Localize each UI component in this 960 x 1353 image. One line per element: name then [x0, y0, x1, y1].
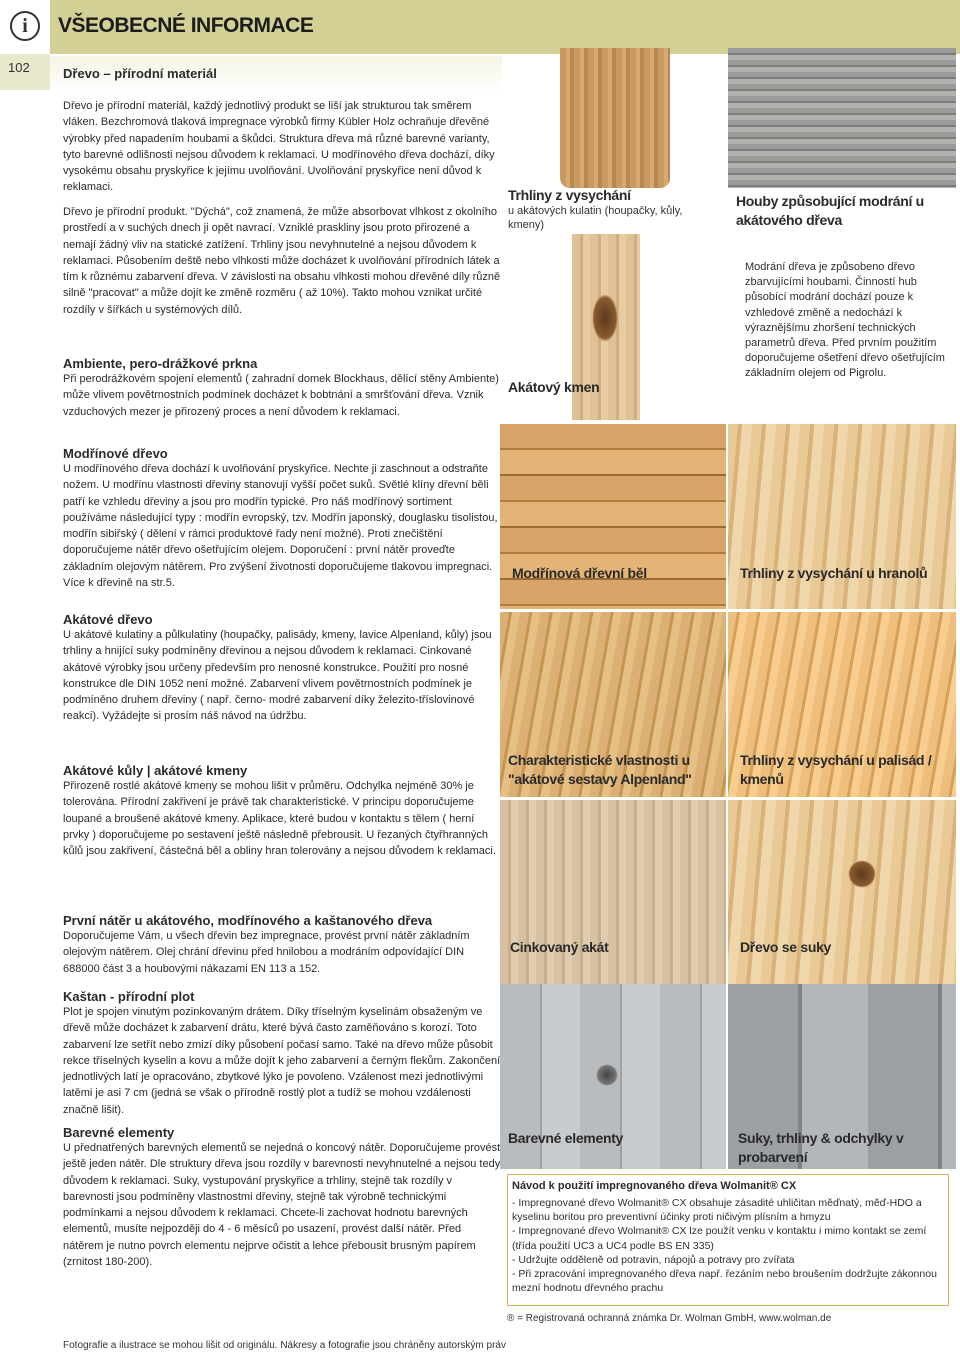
photo-knotty-wood: [728, 800, 956, 985]
section-heading-chestnut: Kaštan - přírodní plot: [63, 989, 195, 1004]
paragraph-acacia-posts: Přirozeně rostlé akátové kmeny se mohou lišit v průměru. Odchylka nejméně 30% je tolerována. Přírodní zakřivení je právě tak charakteristické. V principu doporučujeme loupané a broušené akátové kmeny. Aplikace, které budou v kontaktu s tělem ( herní prvky ) doporučujeme po sestavení ještě následně přebrousit. U řezaných čtyřhranných kůlů jsou zakřivení, částečná běl a obliny hran tolerovány a nejsou důvodem k reklamaci.: [63, 780, 496, 858]
notice-list: [512, 1196, 947, 1295]
paragraph-acacia: U akátové kulatiny a půlkulatiny (houpačky, palisády, kmeny, lavice Alpenland, kůly) jsou trhliny a hnijící suky podmíněny dřevinou a nejsou důvodem k reklamaci. Cinkované akátové výrobky jsou určeny především pro nenosné konstrukce. Použití pro nosné konstrukce dle DIN 1052 není možné. Zabarvení vlivem povětrnostních podmínek je podmíněno druhem dřeviny ( např. černo- modré zabarvení díky železito-tříslovinové reakci). Vyžádejte si prosím náš návod na údržbu.: [63, 629, 492, 723]
caption-colored-elements: Barevné elementy: [508, 1130, 624, 1146]
section-heading-larch: Modřínové dřevo: [63, 446, 168, 461]
notice-item: - Při zpracování impregnovaného dřeva např. řezáním nebo broušením dodržujte zákonnou mezní hodnotu dřevného prachu: [512, 1268, 937, 1295]
section-heading-wood: Dřevo – přírodní materiál: [63, 66, 217, 81]
registered-trademark-note: ® = Registrovaná ochranná známka Dr. Wolman GmbH, www.wolman.de: [507, 1313, 832, 1324]
footer-disclaimer: Fotografie a ilustrace se mohou lišit od originálu. Nákresy a fotografie jsou chráněny autorským práv: [63, 1340, 506, 1351]
caption-blue-stain: Houby způsobující modrání u akátového dřeva: [736, 193, 924, 228]
section-heading-acacia-posts: Akátové kůly | akátové kmeny: [63, 763, 248, 778]
paragraph-first-coat: Doporučujeme Vám, u všech dřevin bez impregnace, provést první nátěr základním olejovým nátěrem. Olej chrání dřevinu před hnilobou a modráním odpovídající DIN 688000 část 3 a houbovými nákazami EN 113 a 152.: [63, 930, 470, 975]
notice-title: Návod k použití impregnovaného dřeva Wolmanit® CX: [512, 1180, 797, 1192]
paragraph-ambiente: Při perodrážkovém spojení elementů ( zahradní domek Blockhaus, dělící stěny Ambiente) může vlivem povětrnostních podmínek docházet k bobtnání a smršťování dřeva. Vznik vzduchových mezer je přirozený proces a není důvodem k reklamaci.: [63, 373, 499, 418]
section-heading-colored: Barevné elementy: [63, 1125, 175, 1140]
photo-acacia-crack: [560, 48, 670, 188]
caption-drying-cracks: Trhliny z vysychání: [508, 187, 631, 203]
section-heading-ambiente: Ambiente, pero-drážkové prkna: [63, 356, 258, 371]
page-title: VŠEOBECNÉ INFORMACE: [58, 14, 314, 37]
paragraph-chestnut: Plot je spojen vinutým pozinkovaným drátem. Díky tříselným kyselinám obsaženým ve dřevě může docházet k zabarvení drátu, které bývá často zaměňováno s korozí. Toto zabarvení lze setřít nebo zmizí díky působení počasí samo. Také na dřevo může působit rekce tříselných kyselin a kovu a může dojít k jeho zabarvení a černým flekům. Zakončení jednotlivých latí je opracováno, zbytkové lýko je povoleno. Vzálenost mezi jednotlivými latěmi je asi 7 cm (jedná se však o přírodně rostlý plot a tudíž se mohou vzdálenosti značně lišit).: [63, 1006, 501, 1116]
caption-knotty-wood: Dřevo se suky: [740, 939, 832, 955]
caption-larch-sapwood: Modřínová dřevní běl: [512, 565, 647, 581]
caption-finger-jointed-acacia: Cinkovaný akát: [510, 939, 609, 955]
notice-item: - Impregnované dřevo Wolmanit® CX lze použít venku v kontaktu i mimo kontakt se zemí (třída použití UC3 a UC4 podle BS EN 335): [512, 1225, 927, 1252]
section-heading-first-coat: První nátěr u akátového, modřínového a kaštanového dřeva: [63, 913, 433, 928]
paragraph-colored: U přednatřených barevných elementů se nejedná o koncový nátěr. Doporučujeme provést ještě jeden nátěr. Dle struktury dřeva jsou rozdíly v barevnosti nevyhnutelné a nejsou tedy důvodem k reklamaci. Suky, vystupování pryskyřice a trhliny, stejně tak rozdíly v barevnosti jsou podmíněny vlastnostmi dřeviny, stejně tak výrobně technickými podmínkami a nejsou důvodem k reklamaci. Chcete-li zachovat hodnotu barevných elementů, musíte nejpozději do 4 - 6 měsíců po usazení, provést další nátěr. Před nátěrem je nutno povrch elementu nejprve očistit a lehce přebousit brusným papírem (zrnitost 180-200).: [63, 1142, 501, 1269]
text-blue-stain: Modrání dřeva je způsobeno dřevo zbarvujícími houbami. Činností hub působící modrání dochází pouze k vzhledové změně a nedochází k výraznějšímu zhoršení technických parametrů dřeva. Před prvním použitím doporučujeme ošetření dřevo ošetřujícím základním olejem od Pigrolu.: [745, 261, 945, 380]
paragraph-wood-2: Dřevo je přírodní produkt. "Dýchá", což znamená, že může absorbovat vlhkost z okolního prostředí a v suchých dnech ji opět navrací. Vzniklé praskliny jsou proto přirozené a nemají žádný vliv na statické zatížení. Trhliny jsou nevyhnutelné a nejsou důvodem k reklamaci. Působením deště nebo vlhkosti může docházet k uvolňování přírodních látek a tím k různému zabarvení dřeva. V závislosti na obsahu vlhkosti mohou dřevěné díly různě silně "pracovat" a může dojít ke změně rozměru ( až 10%). Takto mohou vznikat určité rozdíly v šířkách u systémových dílů.: [63, 206, 501, 316]
info-icon: i: [10, 11, 40, 41]
page-number: 102: [8, 60, 30, 75]
paragraph-larch: U modřínového dřeva dochází k uvolňování pryskyřice. Nechte ji zaschnout a odstraňte nožem. U modřínu vlastnosti dřeviny stanovují vyšší počet suků. Světlé klíny dřevní běli patří ke vzhledu dřeviny a jsou pro modřín typické. Pro náš modřínový sortiment používáme následující typy : modřín evropský, tzv. Modřín japonský, douglasku tisolistou, modřín sibiřský ( dělení v rámci produktové řady není možné). Proti znečištění doporučujeme nátěr dřevo ošetřujícím olejem. Doporučení : první nátěr proveďte základním olejovým nátěrem. Pro zvýšení životnosti doporučujeme tlakovou impregnaci. Více k dřevině na str.5.: [63, 463, 498, 590]
section-heading-acacia: Akátové dřevo: [63, 612, 153, 627]
photo-blue-stain: [728, 48, 956, 188]
paragraph-wood-1: Dřevo je přírodní materiál, každý jednotlivý produkt se liší jak strukturou tak směrem vláken. Bezchromová tlaková impregnace výrobků firmy Kübler Holz ochraňuje dřevěné výrobky před napadením houbami a škůdci. Struktura dřeva má různé barevné varianty, tyto barevné odlišnosti nejsou důvodem k reklamaci. U modřínového dřeva dochází, díky vysokému obsahu pryskyřice k jejímu uvolňování. Uvolňování pryskyřice není důvod k reklamaci.: [63, 100, 495, 194]
caption-beam-cracks: Trhliny z vysychání u hranolů: [740, 565, 928, 581]
caption-alpenland: Charakteristické vlastnosti u "akátové sestavy Alpenland": [508, 752, 692, 787]
photo-finger-jointed-acacia: [500, 800, 726, 985]
caption-palisade-cracks: Trhliny z vysychání u palisád / kmenů: [740, 752, 932, 787]
notice-item: - Udržujte odděleně od potravin, nápojů a potravy pro zvířata: [512, 1253, 795, 1266]
notice-item: - Impregnované dřevo Wolmanit® CX obsahuje zásadité uhličitan měďnatý, měď-HDO a kyselinu boritou pro preventivní účinky proti ničivým plísním a hmyzu: [512, 1197, 922, 1224]
caption-knots-cracks: Suky, trhliny & odchylky v probarvení: [738, 1130, 904, 1165]
caption-drying-cracks-sub: u akátových kulatin (houpačky, kůly, kmeny): [508, 205, 683, 231]
caption-acacia-trunk: Akátový kmen: [508, 379, 600, 395]
